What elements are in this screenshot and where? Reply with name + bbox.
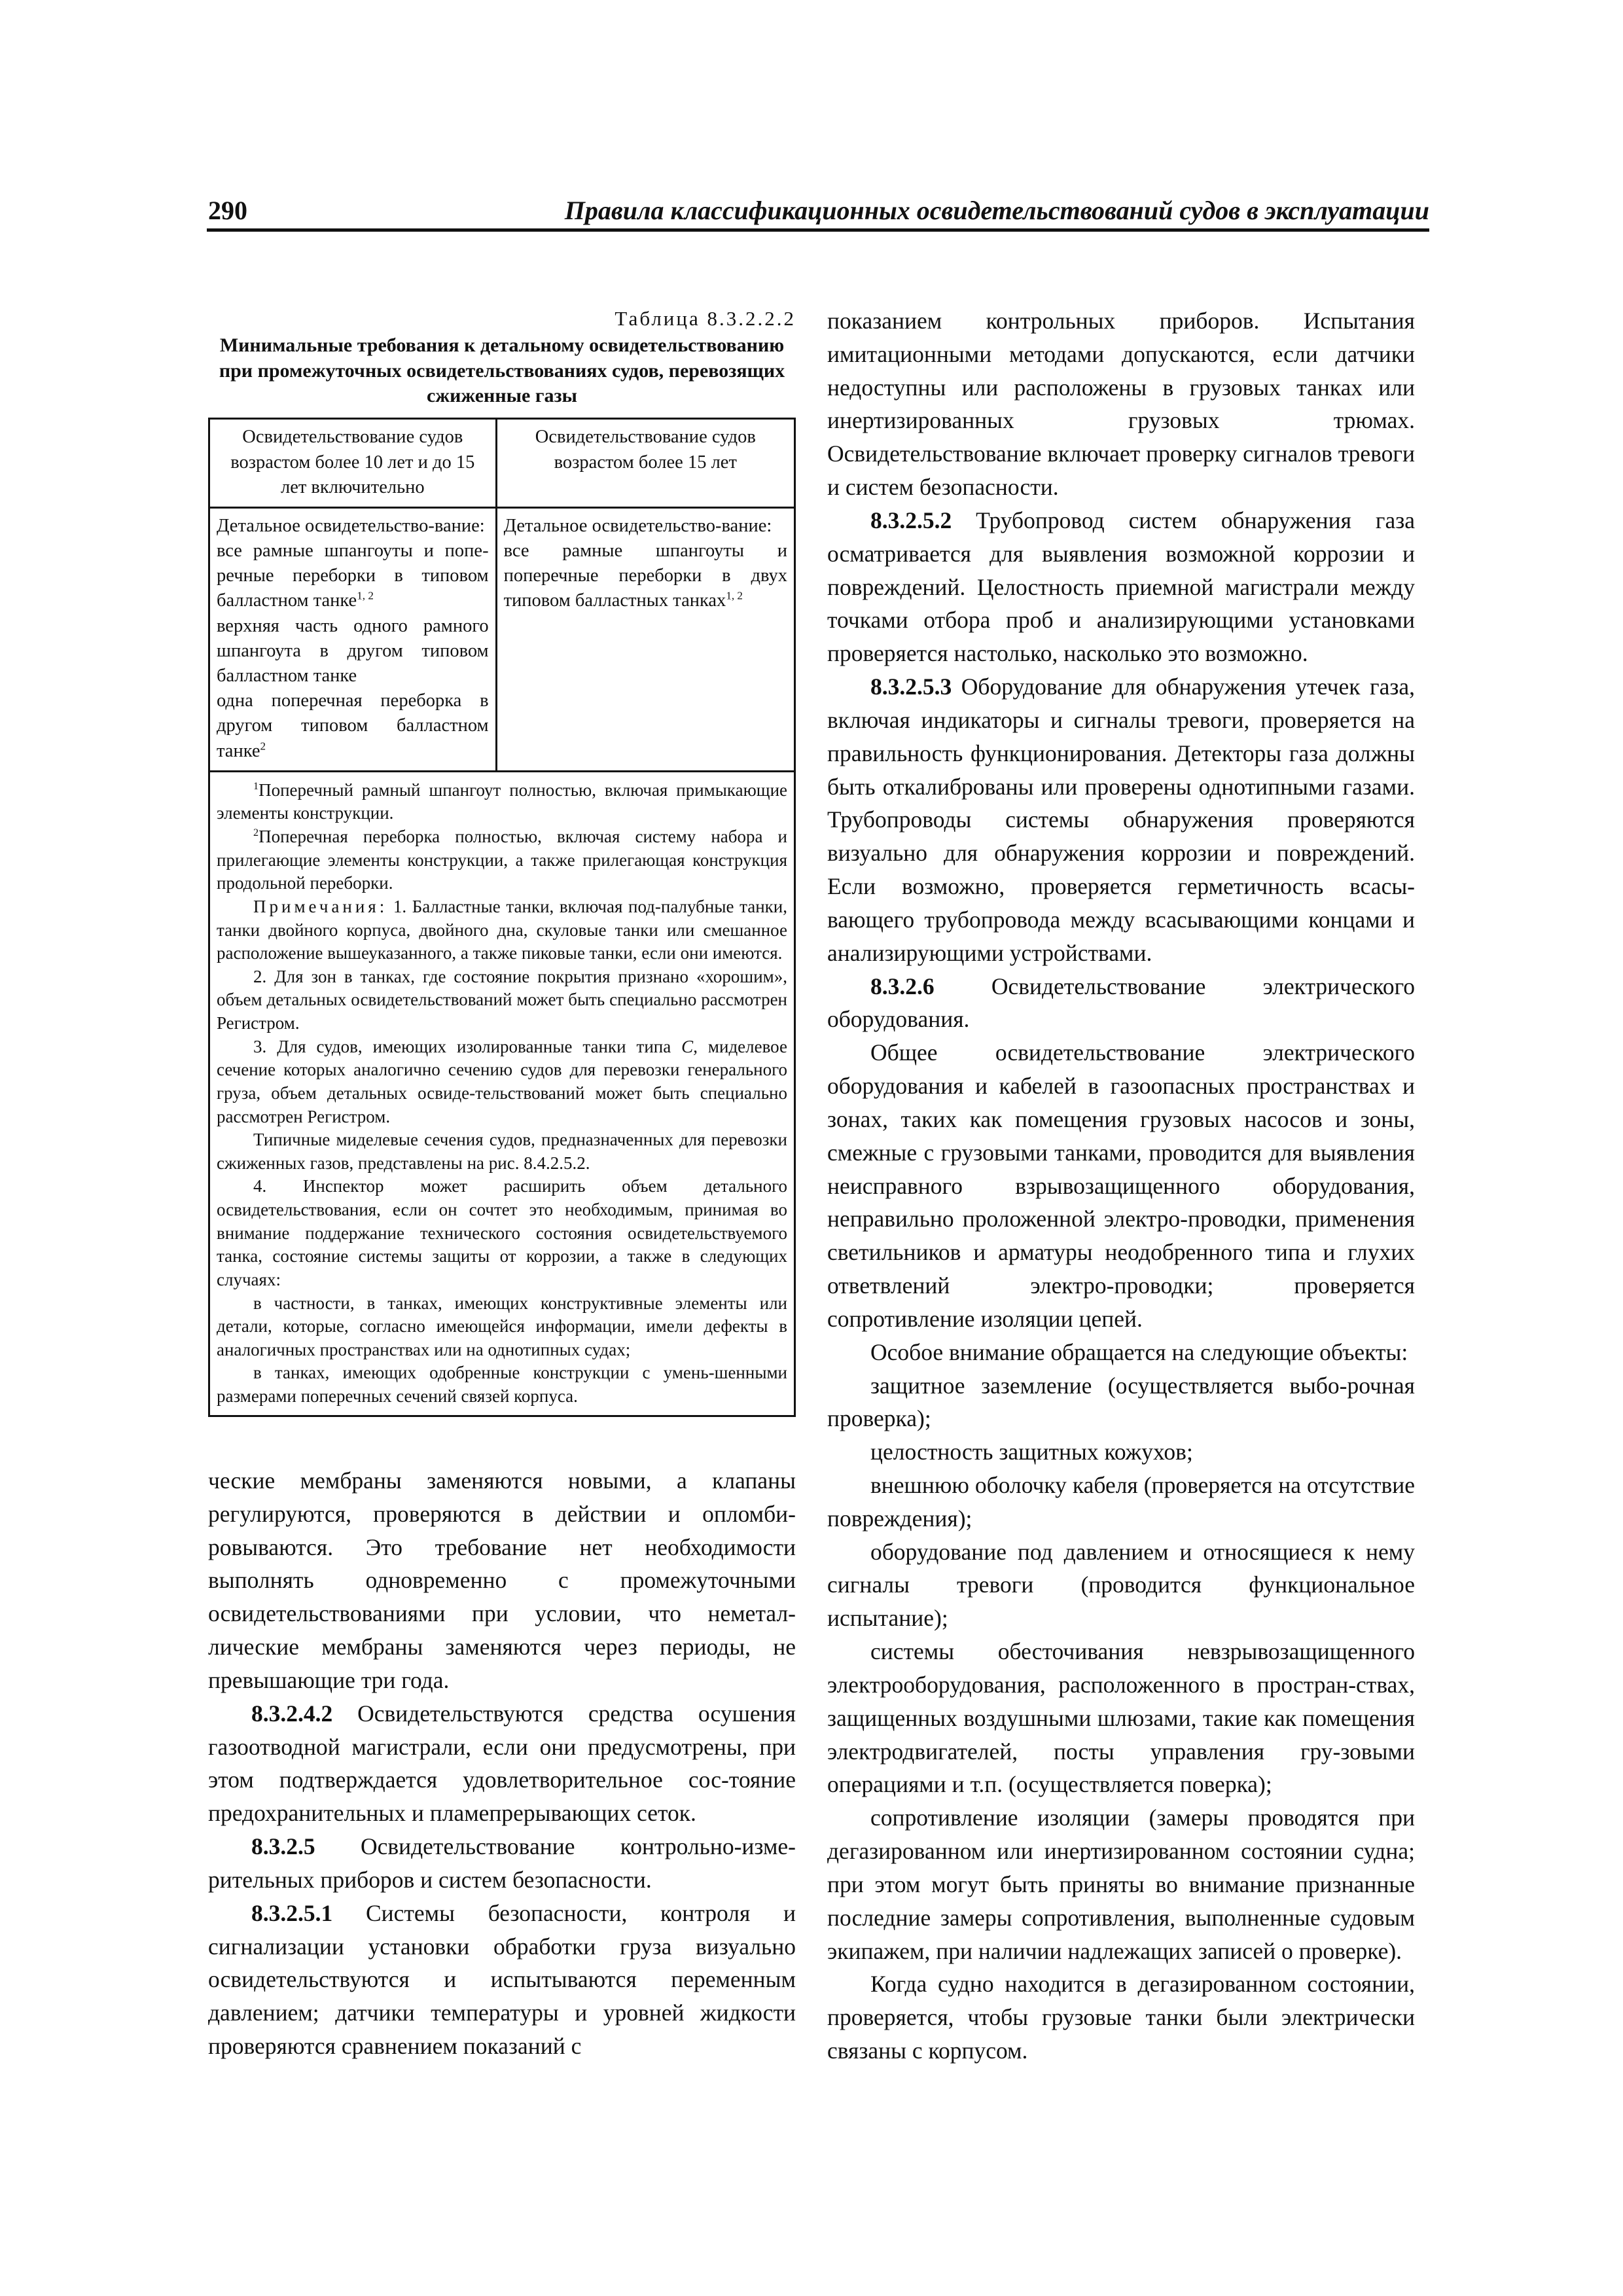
cell1-line4-footnote-mark: 2 (260, 740, 266, 753)
note-3b: , миделевое сечение которых аналогично сечению судов для перевозки генерального груза, объем детальных освиде-тельствований может быть специально рассмотрен Регистром. (217, 1036, 787, 1126)
table-header-col1: Освидетельствование судов возрастом более 10 лет и до 15 лет включительно (210, 420, 496, 507)
page-number: 290 (208, 196, 247, 225)
list-item-pressurized-equipment: оборудование под давлением и относящиеся к нему сигналы тревоги (проводится функциональное испытание); (827, 1538, 1415, 1632)
left-paragraph-1: ческие мембраны заменяются новыми, а клапаны регулируются, проверяются в действии и опломби-ровываются. Это требование нет необходимости выполнять одновременно с промежуточными освидетельствованиями при условии, что неметал-лические мембраны заменяются через периоды, не превышающие три года. (208, 1467, 796, 1693)
running-title: Правила классификационных освидетельствований судов в эксплуатации (564, 196, 1429, 225)
note-1: 1. Балластные танки, включая под-палубные танки, танки двойного корпуса, двойного дна, скуловые танки или смешанное расположение вышеуказанного, а также пиковые танки, если они имеются. (217, 896, 787, 963)
footnote-2: Поперечная переборка полностью, включая систему набора и прилегающие элементы конструкции, а также прилегающая конструкция продольной переборки. (217, 827, 787, 893)
notes-label: Примечания: (253, 896, 388, 916)
note-3a: 3. Для судов, имеющих изолированные танки типа (253, 1036, 682, 1056)
note-4a: в частности, в танках, имеющих конструктивные элементы или детали, которые, согласно имеющейся информации, имели дефекты в аналогичных пространствах или на однотипных судах; (217, 1293, 787, 1359)
section-number-8-3-2-5: 8.3.2.5 (251, 1833, 315, 1860)
right-paragraph-1: показанием контрольных приборов. Испытания имитационными методами допускаются, если датчики недоступны или расположены в грузовых танках или инертизированных грузовых трюмах. Освидетельствование включает проверку сигналов тревоги и систем безопасности. (827, 308, 1415, 501)
table-notes (210, 770, 794, 1415)
cell1-line3: верхняя часть одного рамного шпангоута в другом типовом балластном танке (217, 615, 489, 687)
list-item-cable-sheath: внешнюю оболочку кабеля (проверяется на отсутствие повреждения); (827, 1471, 1415, 1532)
right-paragraph-final: Когда судно находится в дегазированном состоянии, проверяется, чтобы грузовые танки были электрически связаны с корпусом. (827, 1971, 1415, 2064)
section-number-8-3-2-5-3: 8.3.2.5.3 (870, 673, 952, 700)
left-paragraph-2: Освидетельствуются средства осушения газоотводной магистрали, если они предусмотрены, при этом подтверждается удовлетворительное сос-тояние предохранительных и пламепрерывающих сеток. (208, 1700, 796, 1827)
list-item-grounding: защитное заземление (осуществляется выбо-рочная проверка); (827, 1372, 1415, 1432)
note-4: 4. Инспектор может расширить объем детального освидетельствования, если он сочтет это необходимым, принимая во внимание поддержание технического состояния освидетельствуемого танка, состояние системы защиты от коррозии, а также в следующих случаях: (217, 1176, 787, 1289)
note-3-tank-type: C (681, 1036, 694, 1056)
table-cell-col2 (496, 507, 794, 770)
section-number-8-3-2-4-2: 8.3.2.4.2 (251, 1700, 333, 1727)
table-header-col2: Освидетельствование судов возрастом более 15 лет (496, 420, 794, 507)
survey-requirements-table (208, 418, 796, 1416)
footnote-1-mark: 1 (253, 780, 259, 792)
header-rule (207, 228, 1429, 232)
table-title: Минимальные требования к детальному освидетельствованию при промежуточных освидетельствованиях судов, перевозящих сжиженные газы (219, 334, 785, 406)
right-paragraph-6: Особое внимание обращается на следующие объекты: (870, 1338, 1408, 1365)
footnote-1: Поперечный рамный шпангоут полностью, включая примыкающие элементы конструкции. (217, 780, 787, 823)
right-paragraph-5: Общее освидетельствование электрического оборудования и кабелей в газоопасных пространствах и зонах, таких как помещения грузовых насосов и зоны, смежные с грузовыми танками, проводится для выявления неисправного взрывозащищенного оборудования, неправильно проложенной электро-проводки, применения светильников и арматуры неодобренного типа и глухих ответвлений электро-проводки; проверяется сопротивление изоляции цепей. (827, 1039, 1415, 1332)
right-paragraph-4: Освидетельствование электрического оборудования. (827, 973, 1415, 1033)
cell1-line1: Детальное освидетельство-вание: (217, 515, 485, 536)
cell2-line1: Детальное освидетельство-вание: (503, 515, 772, 536)
footnote-2-mark: 2 (253, 827, 259, 839)
section-number-8-3-2-5-1: 8.3.2.5.1 (251, 1899, 333, 1926)
left-column-text (208, 1464, 796, 2063)
cell1-line2-footnote-mark: 1, 2 (357, 589, 374, 602)
cell2-line2: все рамные шпангоуты и поперечные переборки в двух типовом балластных танках (503, 541, 787, 611)
table-caption: Таблица 8.3.2.2.2 (615, 307, 796, 330)
right-paragraph-3: Оборудование для обнаружения утечек газа, включая индикаторы и сигналы тревоги, проверяется на правильность функционирования. Детекторы газа должны быть откалиброваны или проверены однотипными газами. Трубопроводы системы обнаружения проверяются визуально для обнаружения коррозии и повреждений. Если возможно, проверяется герметичность всасы-вающего трубопровода между всасывающими концами и анализирующими устройствами. (827, 673, 1415, 966)
section-number-8-3-2-6: 8.3.2.6 (870, 973, 935, 999)
table-cell-col1 (210, 507, 496, 770)
left-column-table-block (208, 306, 796, 1417)
cell1-line2: все рамные шпангоуты и попе-речные переборки в типовом балластном танке (217, 541, 489, 611)
left-paragraph-4: Системы безопасности, контроля и сигнализации установки обработки груза визуально освидетельствуются и испытываются переменным давлением; датчики температуры и уровней жидкости проверяются сравнением показаний с (208, 1899, 796, 2060)
list-item-enclosures: целостность защитных кожухов; (870, 1439, 1193, 1465)
cell1-line4: одна поперечная переборка в другом типовом балластном танке (217, 691, 489, 761)
list-item-insulation-resistance: сопротивление изоляции (замеры проводятся при дегазированном или инертизированном состоянии судна; при этом могут быть приняты во внимание признанные последние замеры сопротивления, выполненные судовым экипажем, при наличии надлежащих записей о проверке). (827, 1804, 1415, 1964)
right-column-text (827, 304, 1415, 2068)
note-2: 2. Для зон в танках, где состояние покрытия признано «хорошим», объем детальных освидетельствований может быть специально рассмотрен Регистром. (217, 966, 787, 1033)
section-number-8-3-2-5-2: 8.3.2.5.2 (870, 507, 952, 533)
list-item-shutdown-systems: системы обесточивания невзрывозащищенного электрооборудования, расположенного в простран-ствах, защищенных воздушными шлюзами, такие как помещения электродвигателей, посты управления гру-зовыми операциями и т.п. (осуществляется поверка); (827, 1638, 1415, 1798)
left-paragraph-3: Освидетельствование контрольно-изме-рительных приборов и систем безопасности. (208, 1833, 796, 1893)
note-4b: в танках, имеющих одобренные конструкции с умень-шенными размерами поперечных сечений связей корпуса. (217, 1363, 787, 1407)
cell2-line2-footnote-mark: 1, 2 (726, 589, 743, 602)
right-paragraph-2: Трубопровод систем обнаружения газа осматривается для выявления возможной коррозии и повреждений. Целостность приемной магистрали между точками отбора проб и анализирующими установками проверяется настолько, насколько это возможно. (827, 507, 1415, 667)
note-3c: Типичные миделевые сечения судов, предназначенных для перевозки сжиженных газов, представлены на рис. 8.4.2.5.2. (217, 1130, 787, 1173)
